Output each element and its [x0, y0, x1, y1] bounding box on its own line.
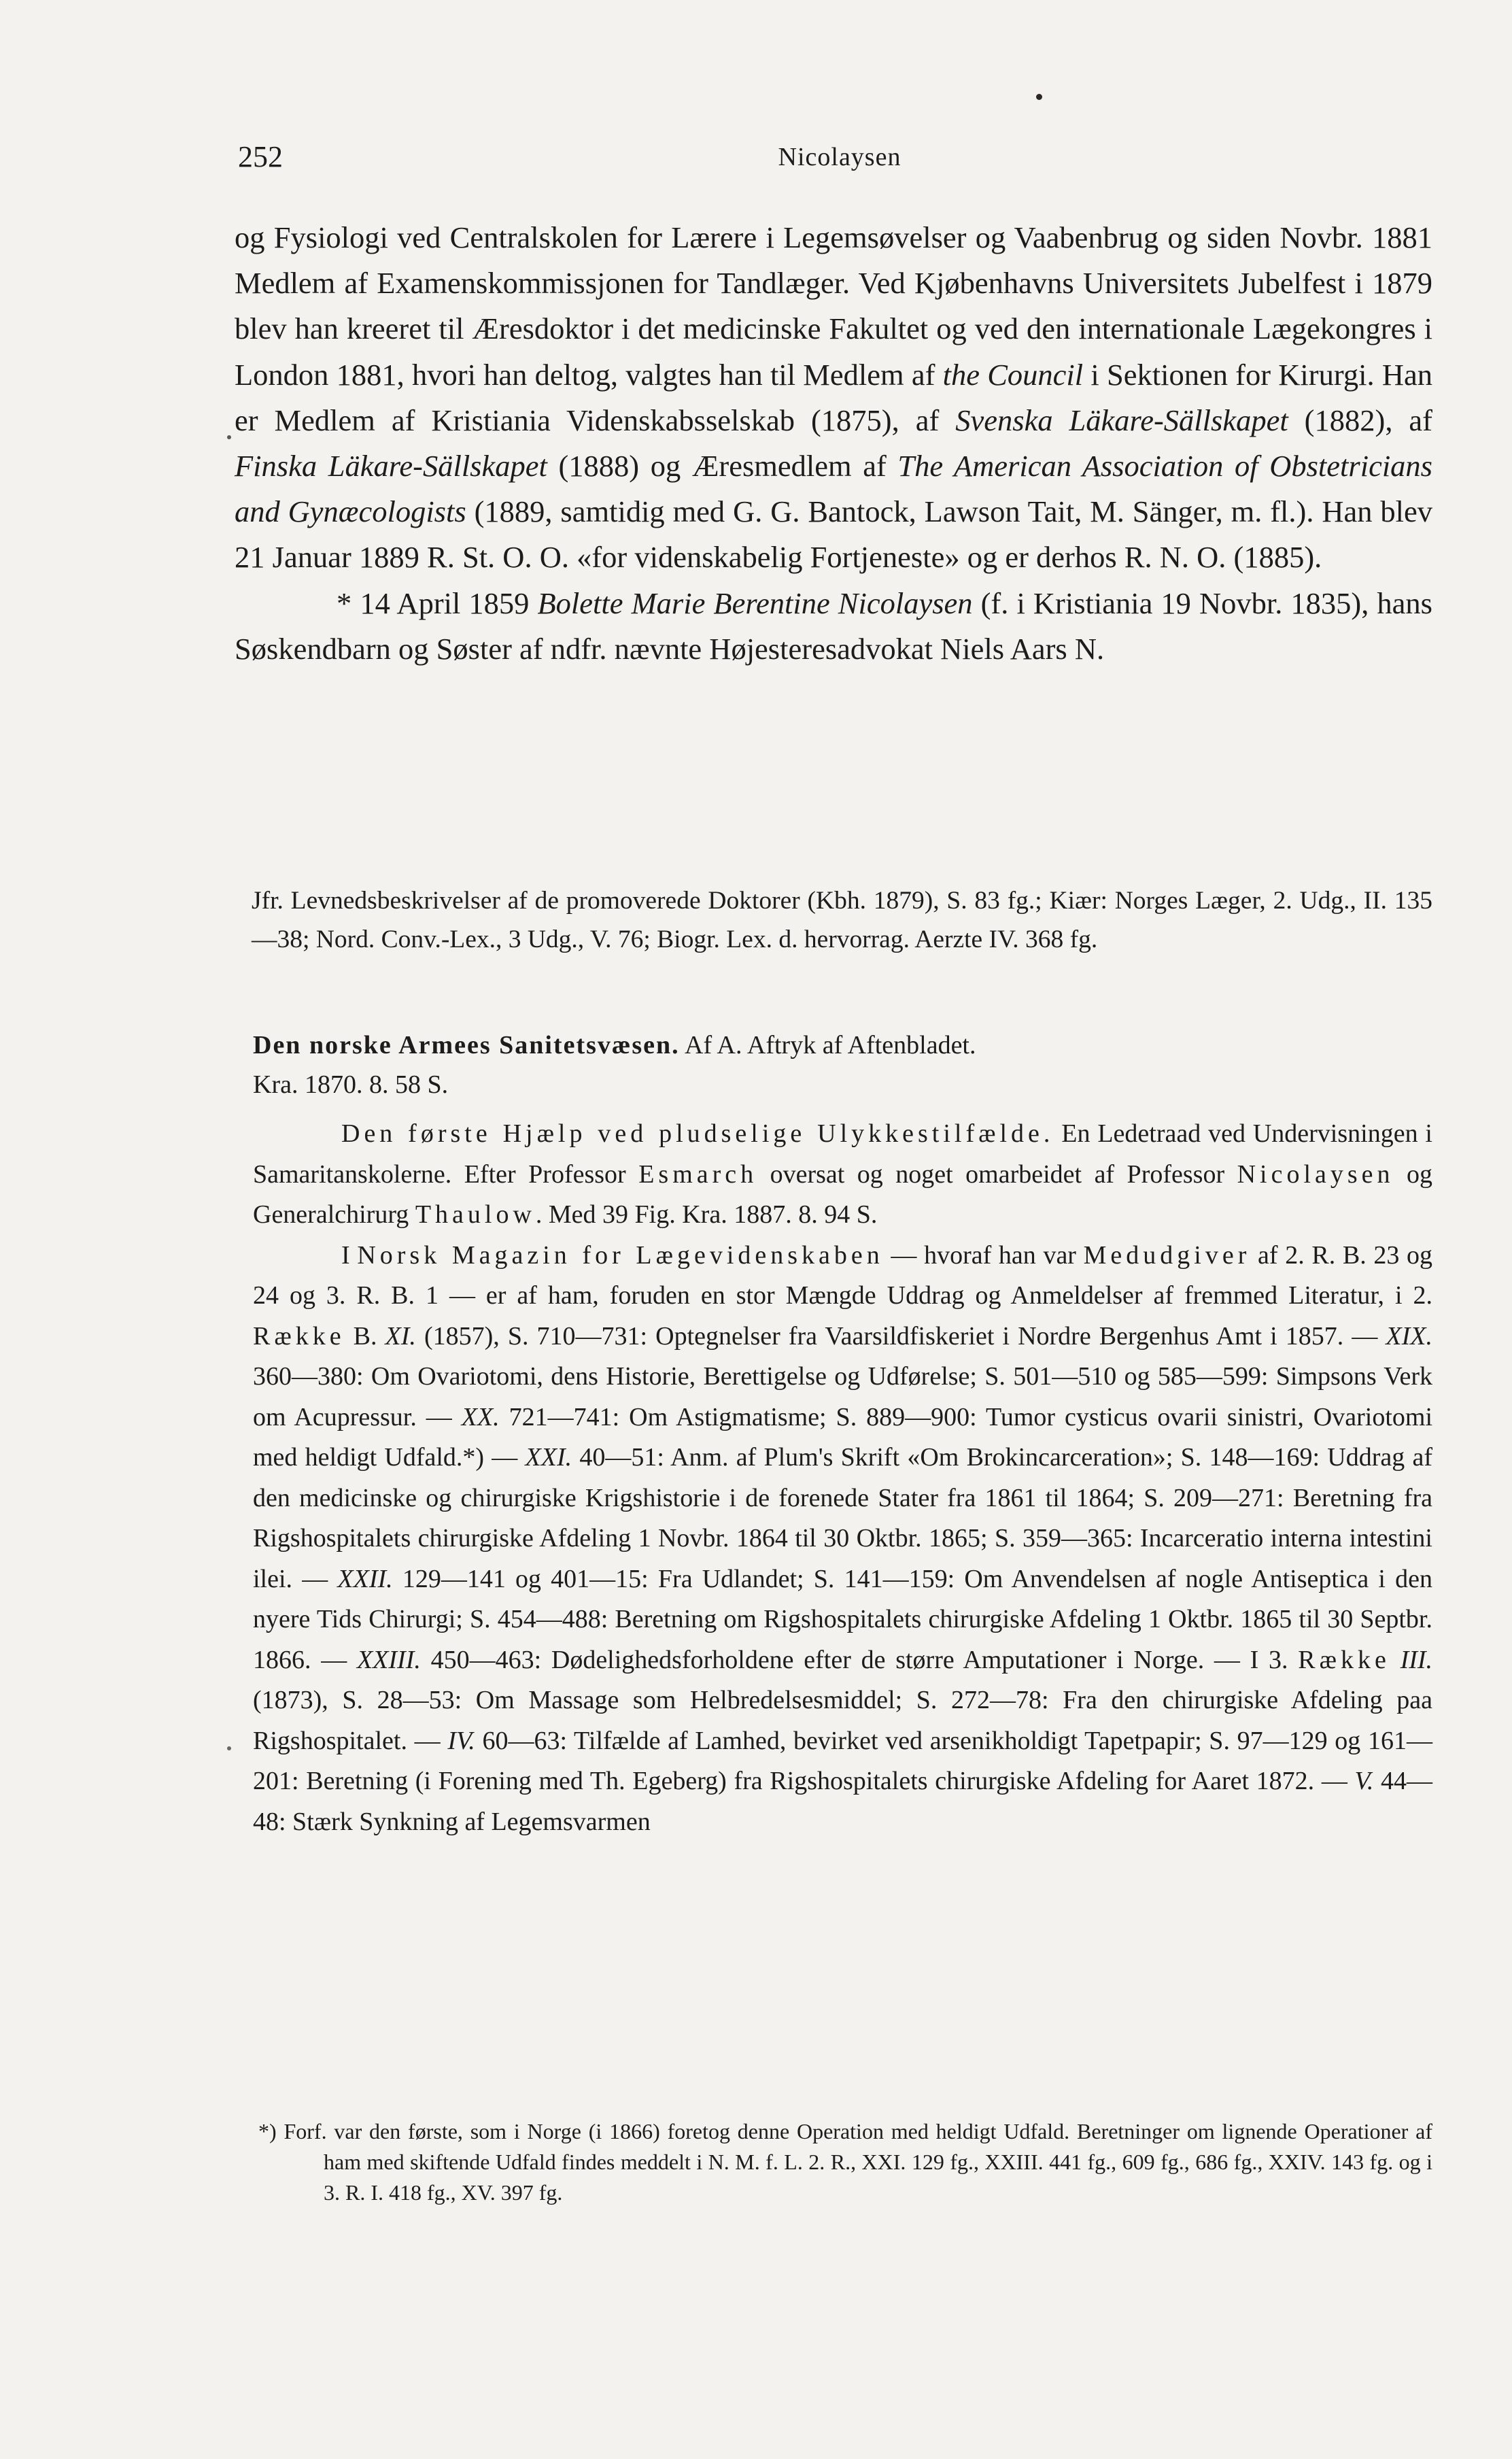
bibliography-text: Jfr. Levnedsbeskrivelser af de promoverede Doktorer (Kbh. 1879), S. 83 fg.; Kiær: Norges Læger, 2. Udg., II. 135—38; Nord. Conv.-Lex., 3 Udg., V. 76; Biogr. Lex. d. hervorrag. Aerzte IV. 368 fg. [252, 887, 1432, 953]
text-run: 40—51: Anm. af Plum's Skrift «Om Brokincarceration»; S. 148—169: Uddrag af den medicinske og chirurgiske Krigshistorie i de forenede Stater fra 1861 til 1864; S. 209—271: Beretning fra Rigshospitalets chirurgiske Afdeling 1 Novbr. 1864 til 30 Oktbr. 1865; S. 359—365: Incarceratio interna intestini ilei. — [253, 1443, 1433, 1593]
ink-speck [227, 435, 231, 439]
fraktur-line [253, 1025, 1432, 1065]
text-run: 129—141 og 401—15: Fra Udlandet; S. 141—159: Om Anvendelsen af nogle Antiseptica i den nyere Tids Chirurgi; S. 454—488: Beretning om Rigshospitalets chirurgiske Afdeling 1 Oktbr. 1865 til 30 Septbr. 1866. — [253, 1564, 1433, 1674]
page-header [238, 139, 1441, 180]
text-run: (1857), S. 710—731: Optegnelser fra Vaarsildfiskeriet i Nordre Bergenhus Amt i 1857. — [415, 1321, 1386, 1351]
italic-run: Svenska Läkare-Sällskapet [955, 403, 1288, 437]
ink-speck [227, 1746, 231, 1750]
text-run: B. [345, 1321, 385, 1351]
volume-number: XXII. [337, 1564, 393, 1593]
text-run: 44—48: Stærk Synkning af Legemsvarmen [253, 1767, 1433, 1836]
page-number: 252 [238, 140, 283, 173]
work-entry [253, 1236, 1432, 1843]
italic-run: Bolette Marie Berentine Nicolaysen [537, 586, 973, 620]
text-run: (1882), af [1288, 403, 1432, 437]
text-run: (1873), S. 28—53: Om Massage som Helbredelsesmiddel; S. 272—78: Fra den chirurgiske Afdeling paa Rigshospitalet. — [253, 1686, 1432, 1755]
italic-run: The American Association of Obstetricians and Gynæcologists [235, 449, 1433, 529]
works-list [253, 1114, 1432, 1842]
volume-number: XXI. [525, 1443, 572, 1472]
text-run: 721—741: Om Astigmatisme; S. 889—900: Tumor cysticus ovarii sinistri, Ovariotomi med heldigt Udfald.*) — [253, 1402, 1432, 1472]
volume-number: IV. [447, 1726, 475, 1755]
text-run: — hvoraf han var [883, 1240, 1084, 1270]
fraktur-title: Den norske Armees Sanitetsvæsen. [253, 1031, 680, 1059]
bibliography-note [252, 881, 1432, 959]
volume-number: XIX. [1386, 1321, 1432, 1351]
volume-number: III. [1400, 1645, 1433, 1674]
running-title: Nicolaysen [778, 143, 901, 171]
footnote [258, 2116, 1432, 2208]
text-run: 450—463: Dødelighedsforholdene efter de større Amputationer i Norge. — I 3. [420, 1645, 1299, 1674]
italic-run: Finska Läkare-Sällskapet [235, 449, 547, 484]
role-text: Medudgiver [1083, 1240, 1251, 1270]
paragraph [235, 215, 1432, 581]
work-entry [253, 1114, 1432, 1236]
text-run: (1888) og Æresmedlem af [547, 449, 898, 484]
text-run: . Med 39 Fig. Kra. 1887. 8. 94 S. [535, 1200, 878, 1229]
text-run: 360—380: Om Ovariotomi, dens Historie, Berettigelse og Udførelse; S. 501—510 og 585—599: Simpsons Verk om Acupressur. — [253, 1362, 1432, 1431]
text-run: I [341, 1240, 358, 1270]
person-name: Thaulow [415, 1200, 536, 1229]
text-run: i Sektionen for Kirurgi. Han er Medlem af Kristiania Videnskabsselskab (1875), af [235, 357, 1432, 437]
paragraph [235, 581, 1432, 672]
volume-number: XI. [385, 1321, 416, 1351]
fraktur-entry [253, 1025, 1432, 1104]
text-run: 60—63: Tilfælde af Lamhed, bevirket ved arsenikholdigt Tapetpapir; S. 97—129 og 161—201: Beretning (i Forening med Th. Egeberg) fra Rigshospitalets chirurgiske Afdeling for Aaret 1872. — [253, 1726, 1432, 1795]
journal-title: Norsk Magazin for Lægevidenskaben [357, 1240, 884, 1270]
volume-number: V. [1354, 1767, 1374, 1795]
volume-number: XXIII. [356, 1645, 421, 1674]
text-run: og Fysiologi ved Centralskolen for Lærere i Legemsøvelser og Vaabenbrug og siden Novbr. 1881 Medlem af Examenskommissjonen for Tandlæger. Ved Kjøbenhavns Universitets Jubelfest i 1879 blev han kreeret til Æresdoktor i det medicinske Fakultet og ved den internationale Lægekongres i London 1881, hvori han deltog, valgtes han til Medlem af [235, 220, 1432, 392]
text-run: (1889, samtidig med G. G. Bantock, Lawson Tait, M. Sänger, m. fl.). Han blev 21 Januar 1889 R. St. O. O. «for videnskabelig Fortjeneste» og er derhos R. N. O. (1885). [235, 494, 1432, 575]
footnote-text: *) Forf. var den første, som i Norge (i 1866) foretog denne Operation med heldigt Udfald. Beretninger om lignende Operationer af ham med skiftende Udfald findes meddelt i N. M. f. L. 2. R., XXI. 129 fg., XXIII. 441 fg., 609 fg., 686 fg., XXIV. 143 fg. og i 3. R. I. 418 fg., XV. 397 fg. [258, 2119, 1432, 2205]
person-name: Esmarch [638, 1159, 758, 1189]
italic-run: the Council [942, 357, 1084, 392]
series-label: Række [253, 1321, 345, 1351]
text-run: En Ledetraad ved Undervisningen i Samaritanskolerne. Efter Professor [253, 1119, 1432, 1189]
text-run: af 2. R. B. 23 og 24 og 3. R. B. 1 — er af ham, foruden en stor Mængde Uddrag og Anmeldelser af fremmed Literatur, i 2. [253, 1240, 1432, 1310]
ink-speck [1036, 94, 1042, 100]
series-label: Række [1298, 1645, 1390, 1674]
text-run: og Generalchirurg [253, 1159, 1432, 1229]
person-name: Nicolaysen [1237, 1159, 1394, 1189]
text-run: (f. i Kristiania 19 Novbr. 1835), hans Søskendbarn og Søster af ndfr. nævnte Højesteresadvokat Niels Aars N. [235, 586, 1433, 666]
volume-number: XX. [461, 1402, 500, 1431]
text-run: * 14 April 1859 [337, 586, 538, 620]
fraktur-rest: Af A. Aftryk af Aftenbladet. [679, 1031, 976, 1059]
work-title: Den første Hjælp ved pludselige Ulykkestilfælde. [341, 1119, 1054, 1148]
text-run: oversat og noget omarbeidet af Professor [757, 1159, 1237, 1189]
fraktur-line: Kra. 1870. 8. 58 S. [253, 1070, 449, 1099]
biography-text [235, 215, 1432, 672]
